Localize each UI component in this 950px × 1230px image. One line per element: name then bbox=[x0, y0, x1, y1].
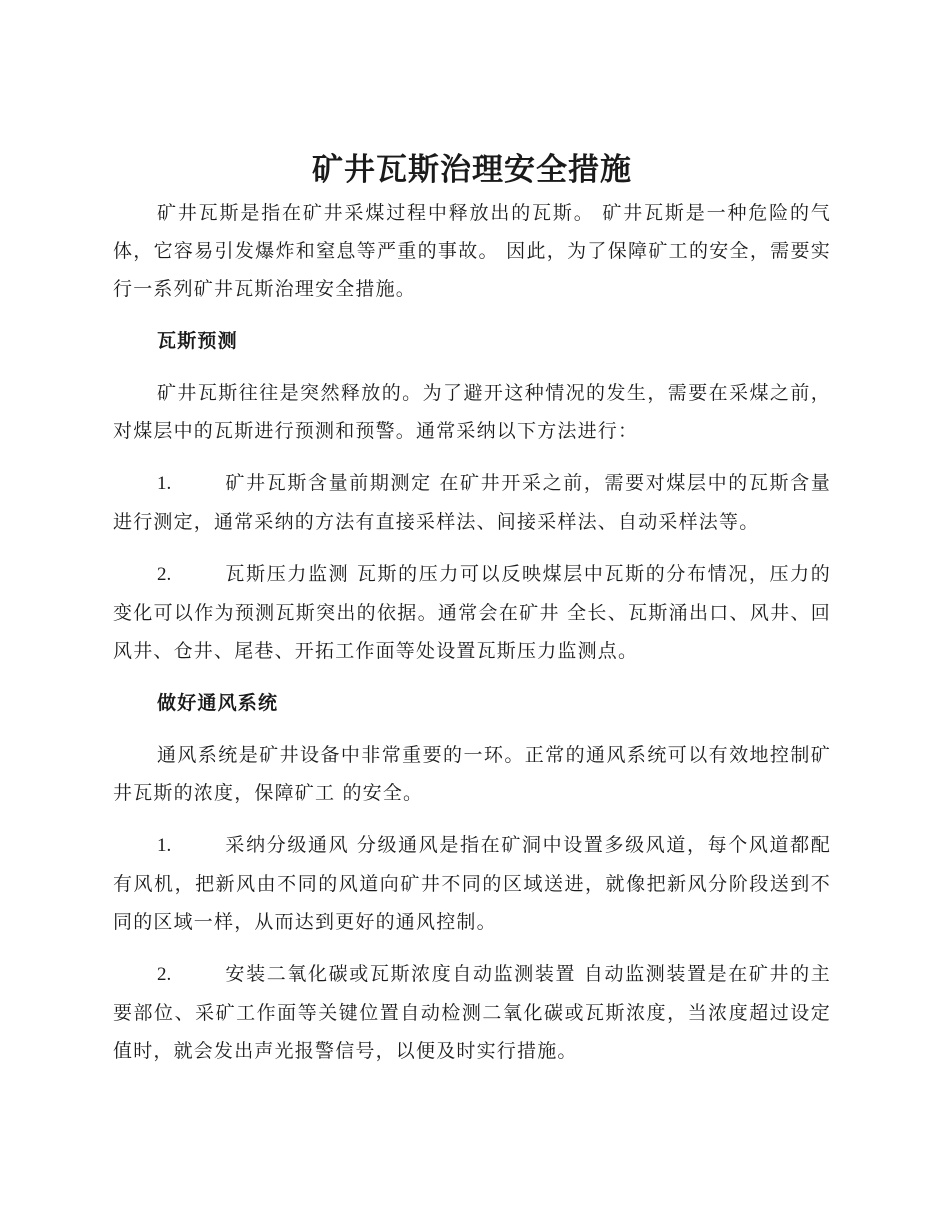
list-item-text: 安装二氧化碳或瓦斯浓度自动监测装置 自动监测装置是在矿井的主要部位、采矿工作面等关键位置自动检测二氧化碳或瓦斯浓度，当浓度超过设定值时，就会发出声光报警信号，以便及时实行措施。 bbox=[113, 963, 831, 1062]
list-item bbox=[113, 955, 831, 1070]
list-item bbox=[113, 464, 831, 541]
section-heading-gas-prediction: 瓦斯预测 bbox=[157, 330, 238, 352]
document-title: 矿井瓦斯治理安全措施 bbox=[312, 152, 632, 188]
list-item-text: 采纳分级通风 分级通风是指在矿洞中设置多级风道，每个风道都配有风机，把新风由不同的风道向矿井不同的区域送进，就像把新风分阶段送到不同的区域一样，从而达到更好的通风控制。 bbox=[113, 834, 831, 933]
section-heading-ventilation: 做好通风系统 bbox=[157, 692, 279, 714]
document-page bbox=[113, 148, 831, 1070]
list-number: 1. bbox=[157, 835, 172, 856]
list-item-text: 矿井瓦斯含量前期测定 在矿井开采之前，需要对煤层中的瓦斯含量进行测定，通常采纳的方法有直接采样法、间接采样法、自动采样法等。 bbox=[113, 472, 831, 533]
section2-paragraph: 通风系统是矿井设备中非常重要的一环。正常的通风系统可以有效地控制矿井瓦斯的浓度，保障矿工 的安全。 bbox=[113, 744, 831, 804]
list-number: 2. bbox=[157, 964, 172, 985]
intro-paragraph: 矿井瓦斯是指在矿井采煤过程中释放出的瓦斯。 矿井瓦斯是一种危险的气体，它容易引发爆炸和窒息等严重的事故。 因此，为了保障矿工的安全，需要实行一系列矿井瓦斯治理安全措施。 bbox=[113, 202, 831, 300]
section1-paragraph: 矿井瓦斯往往是突然释放的。为了避开这种情况的发生，需要在采煤之前，对煤层中的瓦斯进行预测和预警。通常采纳以下方法进行： bbox=[113, 382, 831, 442]
list-item-text: 瓦斯压力监测 瓦斯的压力可以反映煤层中瓦斯的分布情况，压力的变化可以作为预测瓦斯突出的依据。通常会在矿井 全长、瓦斯涌出口、风井、回风井、仓井、尾巷、开拓工作面等处设置瓦斯压力监测点。 bbox=[113, 563, 831, 662]
list-number: 2. bbox=[157, 564, 172, 585]
list-item bbox=[113, 826, 831, 941]
list-number: 1. bbox=[157, 473, 172, 494]
list-item bbox=[113, 555, 831, 670]
